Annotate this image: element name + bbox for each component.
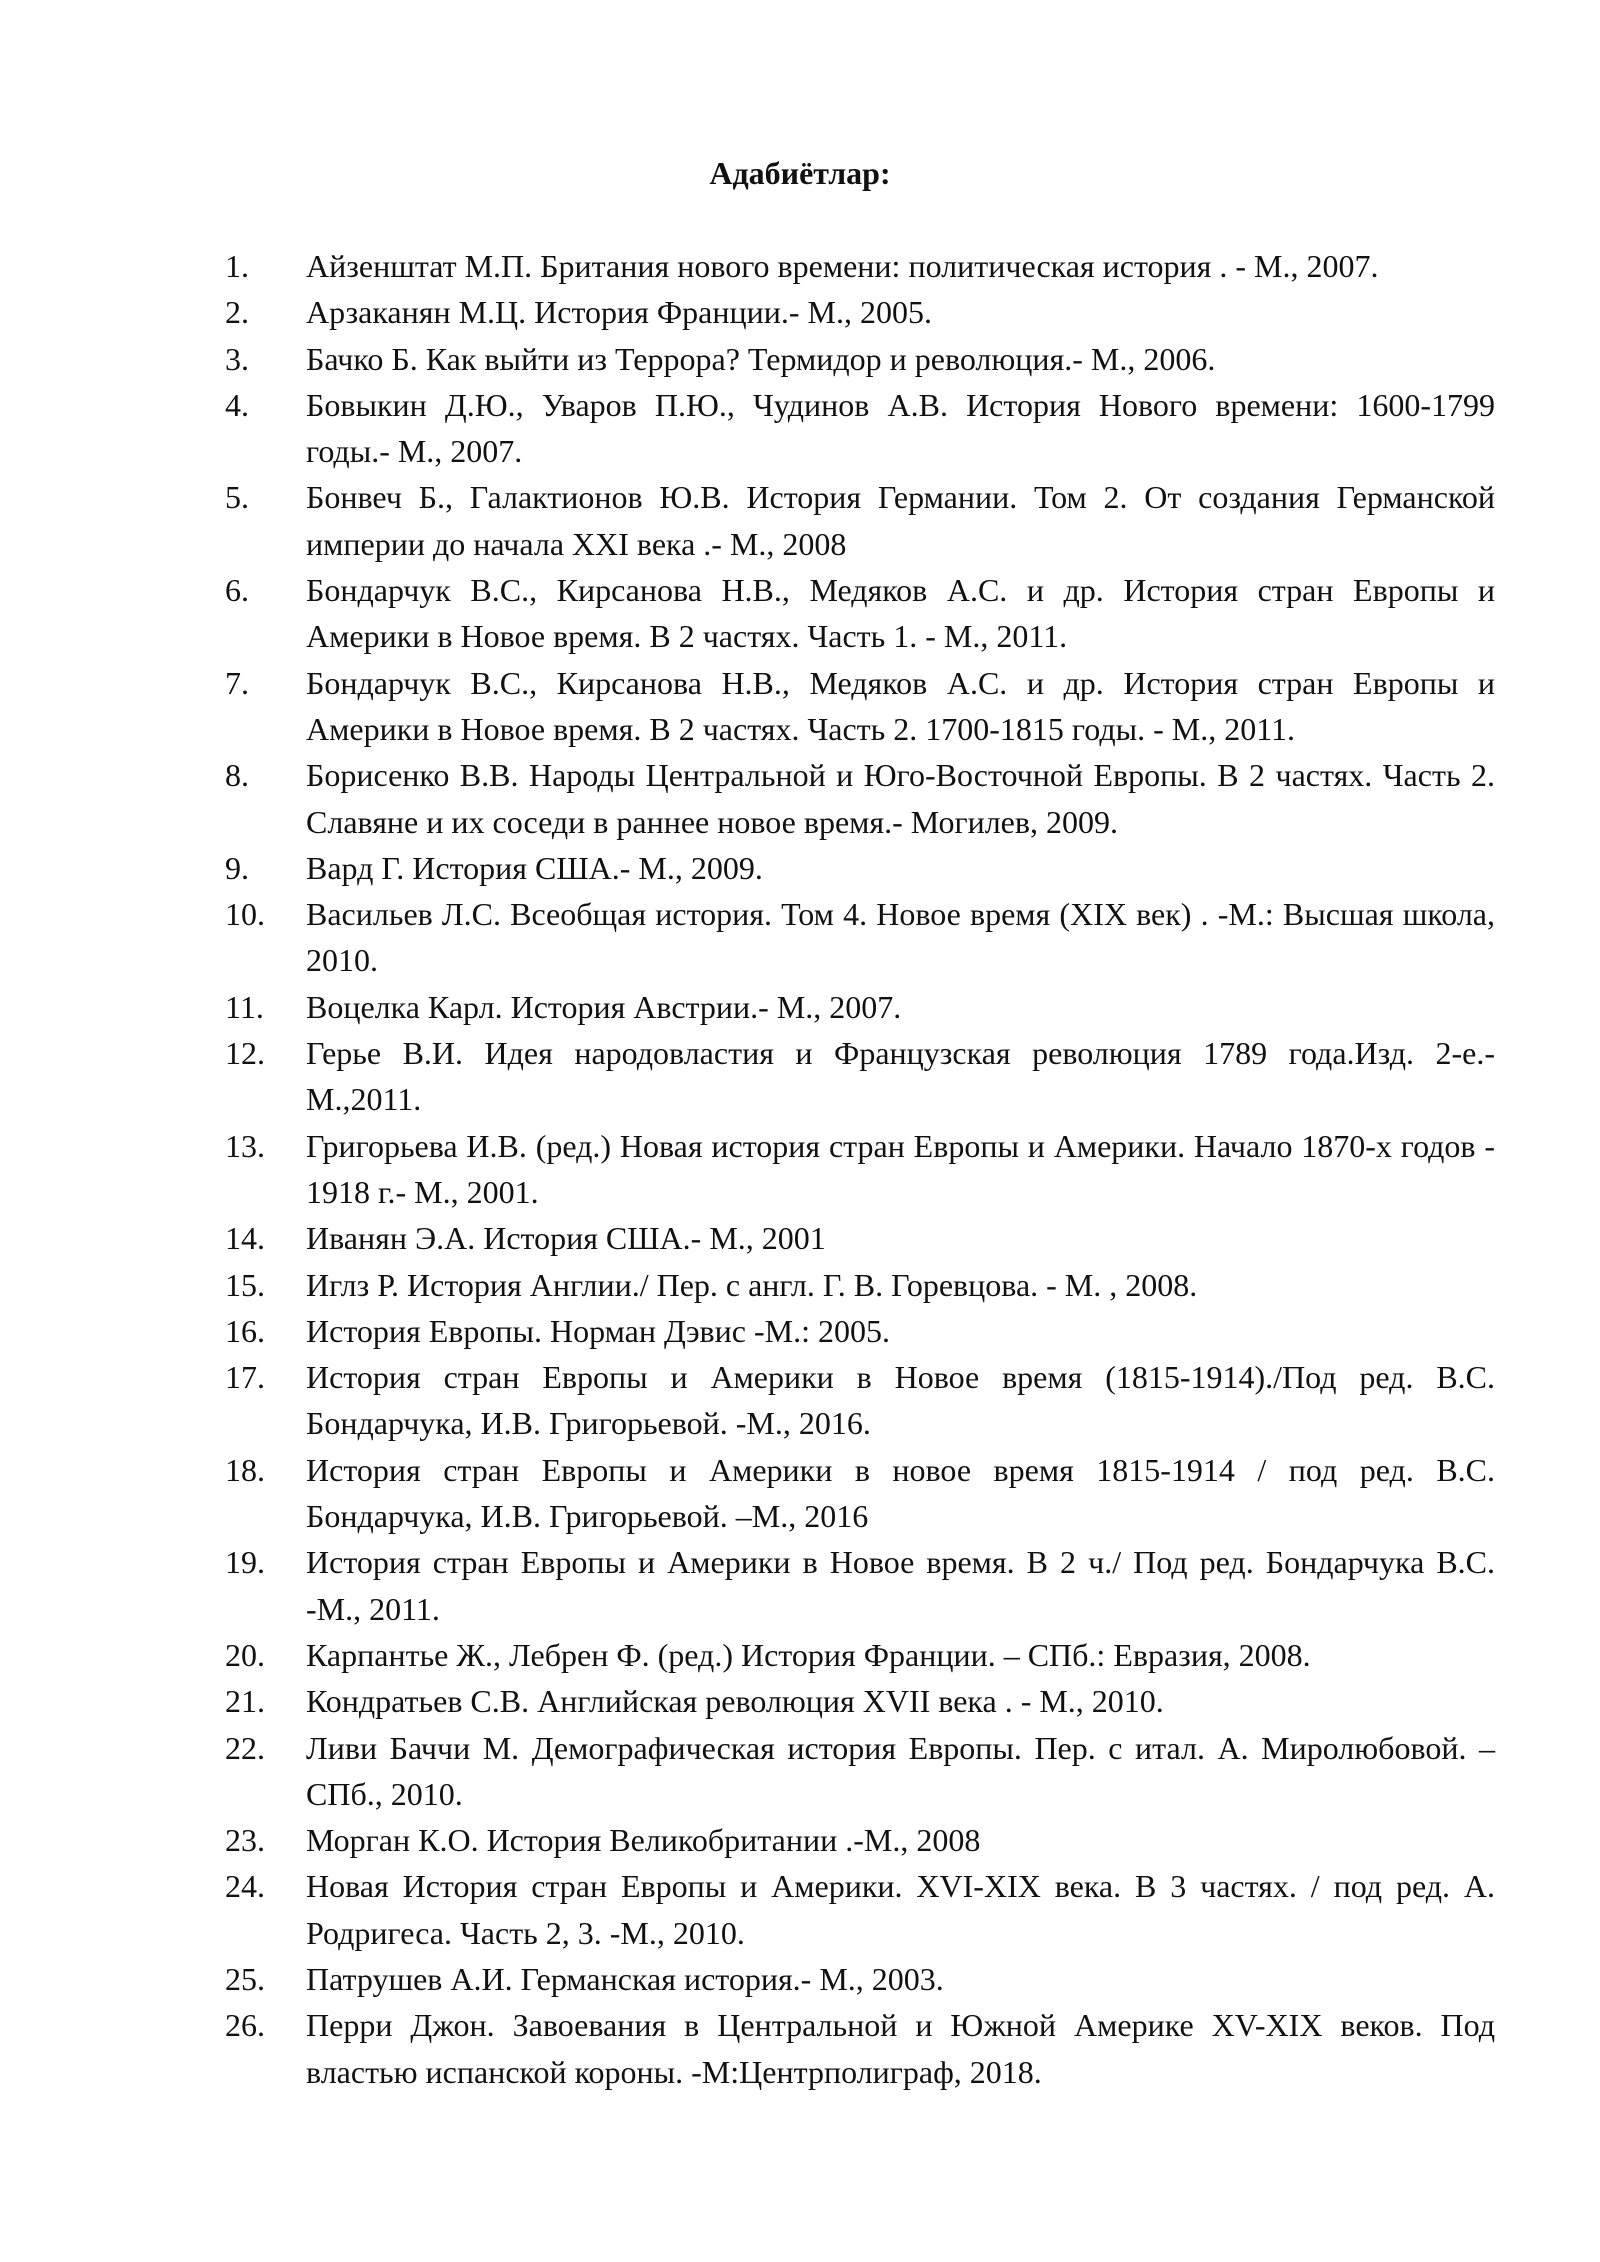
- reference-number: 2.: [225, 294, 249, 331]
- reference-text: Бондарчук В.С., Кирсанова Н.В., Медяков А.С. и др. История стран Европы и Америки в Новое время. В 2 частях. Часть 2. 1700-1815 годы. - М., 2011.: [306, 664, 1495, 747]
- reference-number: 24.: [225, 1868, 265, 1905]
- reference-number: 15.: [225, 1266, 265, 1303]
- reference-number: 21.: [225, 1683, 265, 1720]
- reference-number: 12.: [225, 1035, 265, 1072]
- reference-item: [225, 1725, 1495, 1818]
- reference-item: [225, 243, 1495, 289]
- reference-number: 22.: [225, 1729, 265, 1766]
- reference-number: 6.: [225, 572, 249, 609]
- reference-number: 19.: [225, 1544, 265, 1581]
- reference-item: [225, 382, 1495, 475]
- reference-item: [225, 984, 1495, 1030]
- reference-number: 26.: [225, 2007, 265, 2044]
- reference-text: Бовыкин Д.Ю., Уваров П.Ю., Чудинов А.В. История Нового времени: 1600-1799 годы.- М., 2007.: [306, 386, 1495, 470]
- reference-number: 17.: [225, 1359, 265, 1396]
- reference-item: [225, 1632, 1495, 1678]
- reference-item: [225, 1354, 1495, 1447]
- reference-item: [225, 2002, 1495, 2095]
- reference-item: [225, 336, 1495, 382]
- reference-text: Арзаканян М.Ц. История Франции.- М., 2005.: [306, 294, 932, 331]
- reference-number: 1.: [225, 248, 249, 284]
- reference-number: 14.: [225, 1220, 265, 1257]
- reference-item: [225, 1030, 1495, 1123]
- reference-text: Григорьева И.В. (ред.) Новая история стран Европы и Америки. Начало 1870-х годов - 1918 г.- М., 2001.: [306, 1127, 1495, 1210]
- reference-item: [225, 1863, 1495, 1956]
- reference-number: 4.: [225, 386, 249, 423]
- reference-text: Иглз Р. История Англии./ Пер. с англ. Г. В. Горевцова. - М. , 2008.: [306, 1266, 1198, 1303]
- reference-item: [225, 1539, 1495, 1632]
- reference-text: История стран Европы и Америки в Новое время (1815-1914)./Под ред. В.С. Бондарчука, И.В. Григорьевой. -М., 2016.: [306, 1359, 1495, 1442]
- reference-text: Патрушев А.И. Германская история.- М., 2003.: [306, 1960, 944, 1997]
- reference-text: Иванян Э.А. История США.- М., 2001: [306, 1220, 826, 1257]
- reference-number: 7.: [225, 664, 249, 701]
- reference-item: [225, 567, 1495, 660]
- reference-item: [225, 474, 1495, 567]
- reference-text: Перри Джон. Завоевания в Центральной и Южной Америке XV-XIX веков. Под властью испанской короны. -М:Центрполиграф, 2018.: [306, 2007, 1495, 2090]
- reference-number: 13.: [225, 1127, 265, 1164]
- reference-text: Бонвеч Б., Галактионов Ю.В. История Германии. Том 2. От создания Германской империи до начала XXI века .- М., 2008: [306, 479, 1495, 562]
- reference-number: 5.: [225, 479, 249, 516]
- reference-number: 9.: [225, 849, 249, 886]
- reference-number: 10.: [225, 896, 265, 933]
- reference-number: 3.: [225, 340, 249, 377]
- reference-text: История стран Европы и Америки в Новое время. В 2 ч./ Под ред. Бондарчука В.С. -М., 2011.: [306, 1544, 1495, 1627]
- reference-number: 18.: [225, 1451, 265, 1488]
- reference-number: 25.: [225, 1960, 265, 1997]
- reference-text: История стран Европы и Америки в новое время 1815-1914 / под ред. В.С. Бондарчука, И.В. Григорьевой. –М., 2016: [306, 1451, 1495, 1535]
- reference-item: [225, 845, 1495, 891]
- reference-item: [225, 289, 1495, 335]
- reference-text: Герье В.И. Идея народовластия и Французская революция 1789 года.Изд. 2-е.- М.,2011.: [306, 1035, 1495, 1118]
- reference-text: Васильев Л.С. Всеобщая история. Том 4. Новое время (XIX век) . -М.: Высшая школа, 2010.: [306, 896, 1495, 979]
- reference-item: [225, 1123, 1495, 1216]
- reference-text: Карпантье Ж., Лебрен Ф. (ред.) История Франции. – СПб.: Евразия, 2008.: [306, 1636, 1311, 1673]
- reference-number: 16.: [225, 1312, 265, 1349]
- reference-text: Бондарчук В.С., Кирсанова Н.В., Медяков А.С. и др. История стран Европы и Америки в Новое время. В 2 частях. Часть 1. - М., 2011.: [306, 572, 1495, 655]
- reference-text: Кондратьев С.В. Английская революция XVII века . - М., 2010.: [306, 1683, 1164, 1720]
- reference-item: [225, 1956, 1495, 2002]
- reference-item: [225, 1817, 1495, 1863]
- reference-item: [225, 660, 1495, 753]
- reference-text: Борисенко В.В. Народы Центральной и Юго-Восточной Европы. В 2 частях. Часть 2. Славяне и их соседи в раннее новое время.- Могилев, 2009.: [306, 757, 1495, 840]
- reference-item: [225, 1308, 1495, 1354]
- reference-item: [225, 891, 1495, 984]
- reference-item: [225, 1447, 1495, 1540]
- reference-item: [225, 1262, 1495, 1308]
- reference-text: История Европы. Норман Дэвис -М.: 2005.: [306, 1312, 890, 1349]
- reference-list: [225, 243, 1495, 2095]
- reference-item: [225, 1215, 1495, 1261]
- reference-text: Бачко Б. Как выйти из Террора? Термидор и революция.- М., 2006.: [306, 340, 1216, 377]
- reference-text: Ливи Баччи М. Демографическая история Европы. Пер. с итал. А. Миролюбовой. – СПб., 2010.: [306, 1729, 1495, 1812]
- reference-text: Воцелка Карл. История Австрии.- М., 2007.: [306, 988, 902, 1025]
- reference-number: 20.: [225, 1636, 265, 1673]
- reference-item: [225, 752, 1495, 845]
- reference-text: Морган К.О. История Великобритании .-М., 2008: [306, 1822, 981, 1859]
- page-title: Адабиётлар:: [709, 155, 891, 191]
- reference-text: Айзенштат М.П. Британия нового времени: политическая история . - М., 2007.: [306, 248, 1379, 284]
- reference-text: Вард Г. История США.- М., 2009.: [306, 849, 763, 886]
- reference-number: 23.: [225, 1822, 265, 1859]
- reference-number: 11.: [225, 988, 264, 1025]
- reference-number: 8.: [225, 757, 249, 794]
- reference-text: Новая История стран Европы и Америки. XVI-XIX века. В 3 частях. / под ред. А. Родригеса. Часть 2, 3. -М., 2010.: [306, 1868, 1495, 1951]
- reference-item: [225, 1678, 1495, 1724]
